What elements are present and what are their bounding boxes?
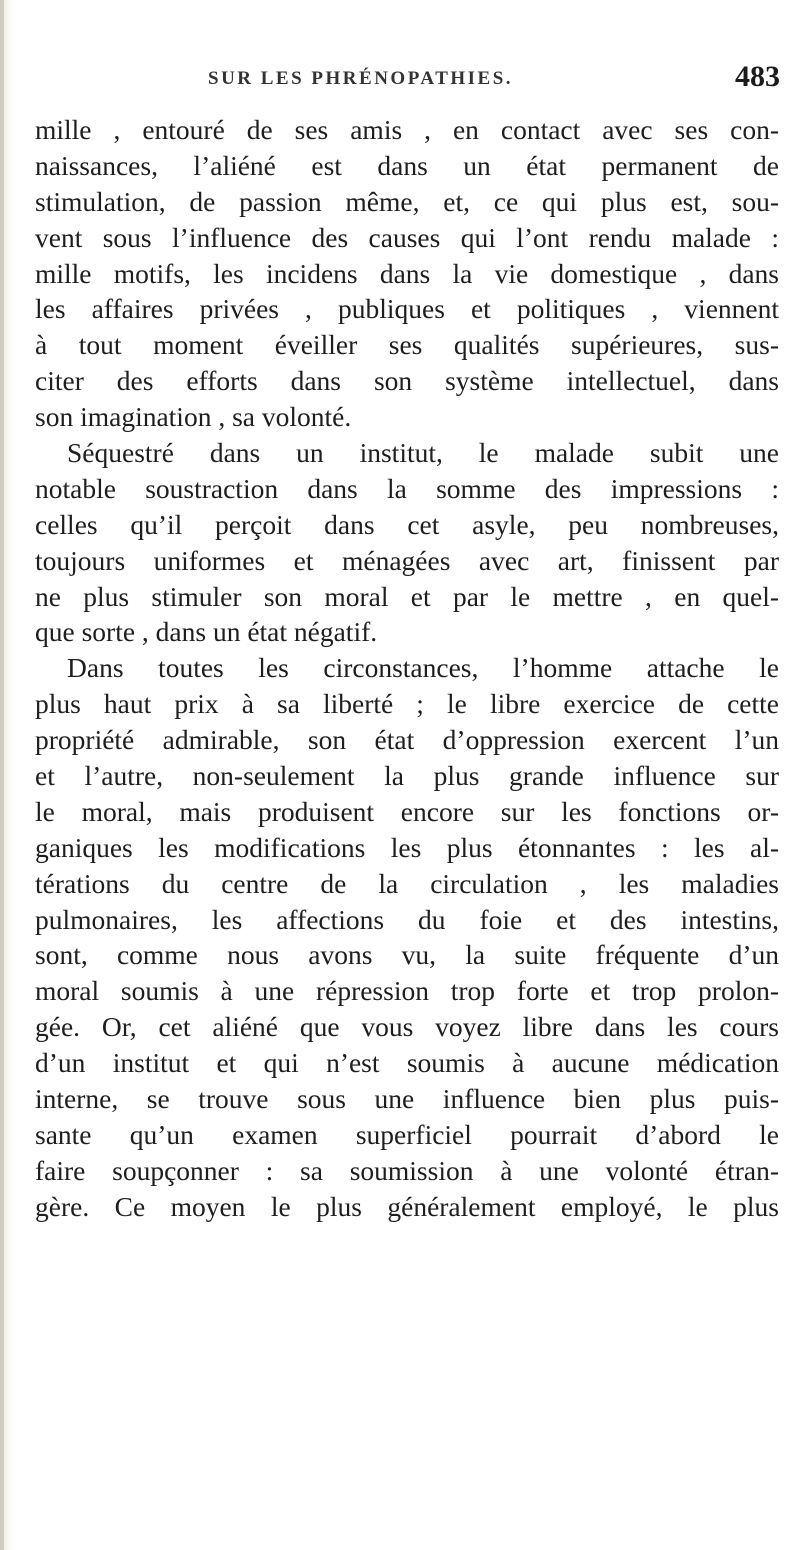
text-line: d’un institut et qui n’est soumis à aucune médication xyxy=(35,1047,779,1079)
binding-shadow xyxy=(0,0,4,1550)
text-line: à tout moment éveiller ses qualités supérieures, sus- xyxy=(35,329,779,361)
text-line: notable soustraction dans la somme des impressions : xyxy=(35,472,779,504)
text-line: sont, comme nous avons vu, la suite fréquente d’un xyxy=(35,939,779,971)
text-line: citer des efforts dans son système intellectuel, dans xyxy=(35,365,779,397)
text-line: ganiques les modifications les plus étonnantes : les al- xyxy=(35,831,779,863)
text-line: naissances, l’aliéné est dans un état permanent de xyxy=(35,149,779,181)
page-number: 483 xyxy=(735,60,780,93)
body-text xyxy=(35,112,779,1225)
running-head xyxy=(208,60,780,100)
running-title: SUR LES PHRÉNOPATHIES. xyxy=(208,68,514,89)
paragraph-start-line: Séquestré dans un institut, le malade subit une xyxy=(67,437,779,469)
text-line: son imagination , sa volonté. xyxy=(35,401,352,433)
text-line: les affaires privées , publiques et politiques , viennent xyxy=(35,293,779,325)
text-line: ne plus stimuler son moral et par le mettre , en quel- xyxy=(35,580,779,612)
text-line: toujours uniformes et ménagées avec art, finissent par xyxy=(35,544,779,576)
text-line: stimulation, de passion même, et, ce qui plus est, sou- xyxy=(35,185,779,217)
text-line: celles qu’il perçoit dans cet asyle, peu nombreuses, xyxy=(35,508,779,540)
text-line: le moral, mais produisent encore sur les fonctions or- xyxy=(35,795,779,827)
paragraph-start-line: Dans toutes les circonstances, l’homme attache le xyxy=(67,652,779,684)
text-line: et l’autre, non-seulement la plus grande influence sur xyxy=(35,760,779,792)
text-line: interne, se trouve sous une influence bien plus puis- xyxy=(35,1083,779,1115)
text-line: que sorte , dans un état négatif. xyxy=(35,616,378,648)
text-line: moral soumis à une répression trop forte et trop prolon- xyxy=(35,975,779,1007)
text-line: mille , entouré de ses amis , en contact avec ses con- xyxy=(35,114,779,145)
text-line: gère. Ce moyen le plus généralement employé, le plus xyxy=(35,1190,779,1222)
text-line: sante qu’un examen superficiel pourrait d’abord le xyxy=(35,1118,779,1150)
text-line: faire soupçonner : sa soumission à une volonté étran- xyxy=(35,1154,779,1186)
text-line: térations du centre de la circulation , les maladies xyxy=(35,867,779,899)
text-line: plus haut prix à sa liberté ; le libre exercice de cette xyxy=(35,688,779,720)
text-line: mille motifs, les incidens dans la vie domestique , dans xyxy=(35,257,779,289)
text-line: vent sous l’influence des causes qui l’ont rendu malade : xyxy=(35,221,779,253)
text-line: propriété admirable, son état d’oppression exercent l’un xyxy=(35,724,779,756)
text-line: pulmonaires, les affections du foie et des intestins, xyxy=(35,903,779,935)
text-line: gée. Or, cet aliéné que vous voyez libre dans les cours xyxy=(35,1011,779,1043)
